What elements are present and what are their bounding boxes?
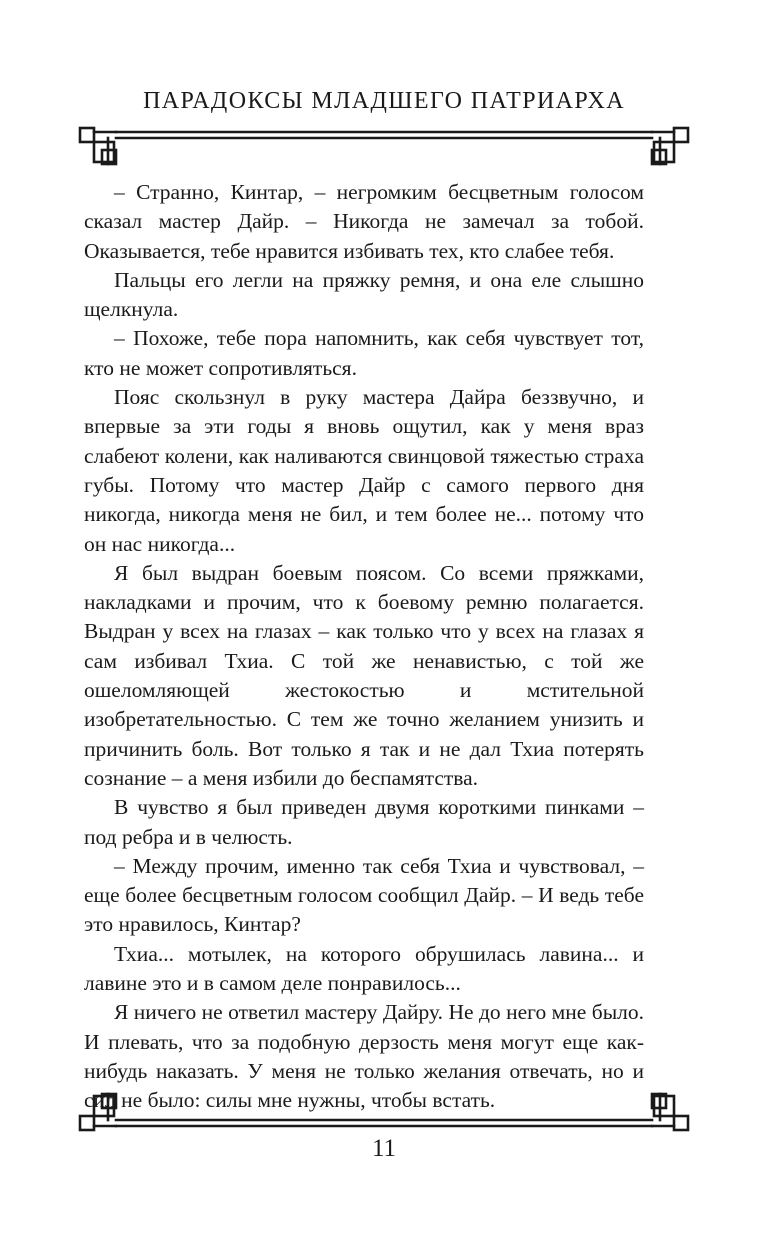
paragraph: – Странно, Кинтар, – негромким бесцветным голосом сказал мастер Дайр. – Никогда не замечал за тобой. Оказывается, тебе нравится избивать тех, кто слабее тебя. xyxy=(84,180,644,263)
paragraph: Пальцы его легли на пряжку ремня, и она еле слышно щелкнула. xyxy=(84,267,644,322)
top-border-ornament xyxy=(76,124,692,178)
body-text xyxy=(84,178,644,1116)
paragraph: – Между прочим, именно так себя Тхиа и чувствовал, – еще более бесцветным голосом сообщил Дайр. – И ведь тебе это нравилось, Кинтар? xyxy=(84,853,644,937)
paragraph: В чувство я был приведен двумя короткими пинками – под ребра и в челюсть. xyxy=(84,795,644,849)
bottom-border-ornament xyxy=(76,1080,692,1134)
paragraph: Я был выдран боевым поясом. Со всеми пряжками, накладками и прочим, что к боевому ремню полагается. Выдран у всех на глазах – как только что у всех на глазах я сам избивал Тхиа. С той же ненавистью, с той же ошеломляющей жестокостью и мстительной изобретательностью. С тем же точно желанием унизить и причинить боль. Вот только я так и не дал Тхиа потерять сознание – а меня избили до беспамятства. xyxy=(84,560,644,790)
paragraph: Я ничего не ответил мастеру Дайру. Не до него мне было. И плевать, что за подобную дерзость меня могут еще как-нибудь наказать. У меня не только желания отвечать, но и сил не было: силы мне нужны, чтобы встать. xyxy=(84,1000,644,1113)
running-title: ПАРАДОКСЫ МЛАДШЕГО ПАТРИАРХА xyxy=(143,88,625,114)
paragraph: Тхиа... мотылек, на которого обрушилась лавина... и лавине это и в самом деле понравилось... xyxy=(84,941,644,996)
paragraph: Пояс скользнул в руку мастера Дайра беззвучно, и впервые за эти годы я вновь ощутил, как у меня враз слабеют колени, как наливаются свинцовой тяжестью страха губы. Потому что мастер Дайр с самого первого дня никогда, никогда меня не бил, и тем более не... потому что он нас никогда... xyxy=(84,385,644,556)
page-number: 11 xyxy=(371,1135,397,1162)
paragraph: – Похоже, тебе пора напомнить, как себя чувствует тот, кто не может сопротивляться. xyxy=(84,326,644,380)
